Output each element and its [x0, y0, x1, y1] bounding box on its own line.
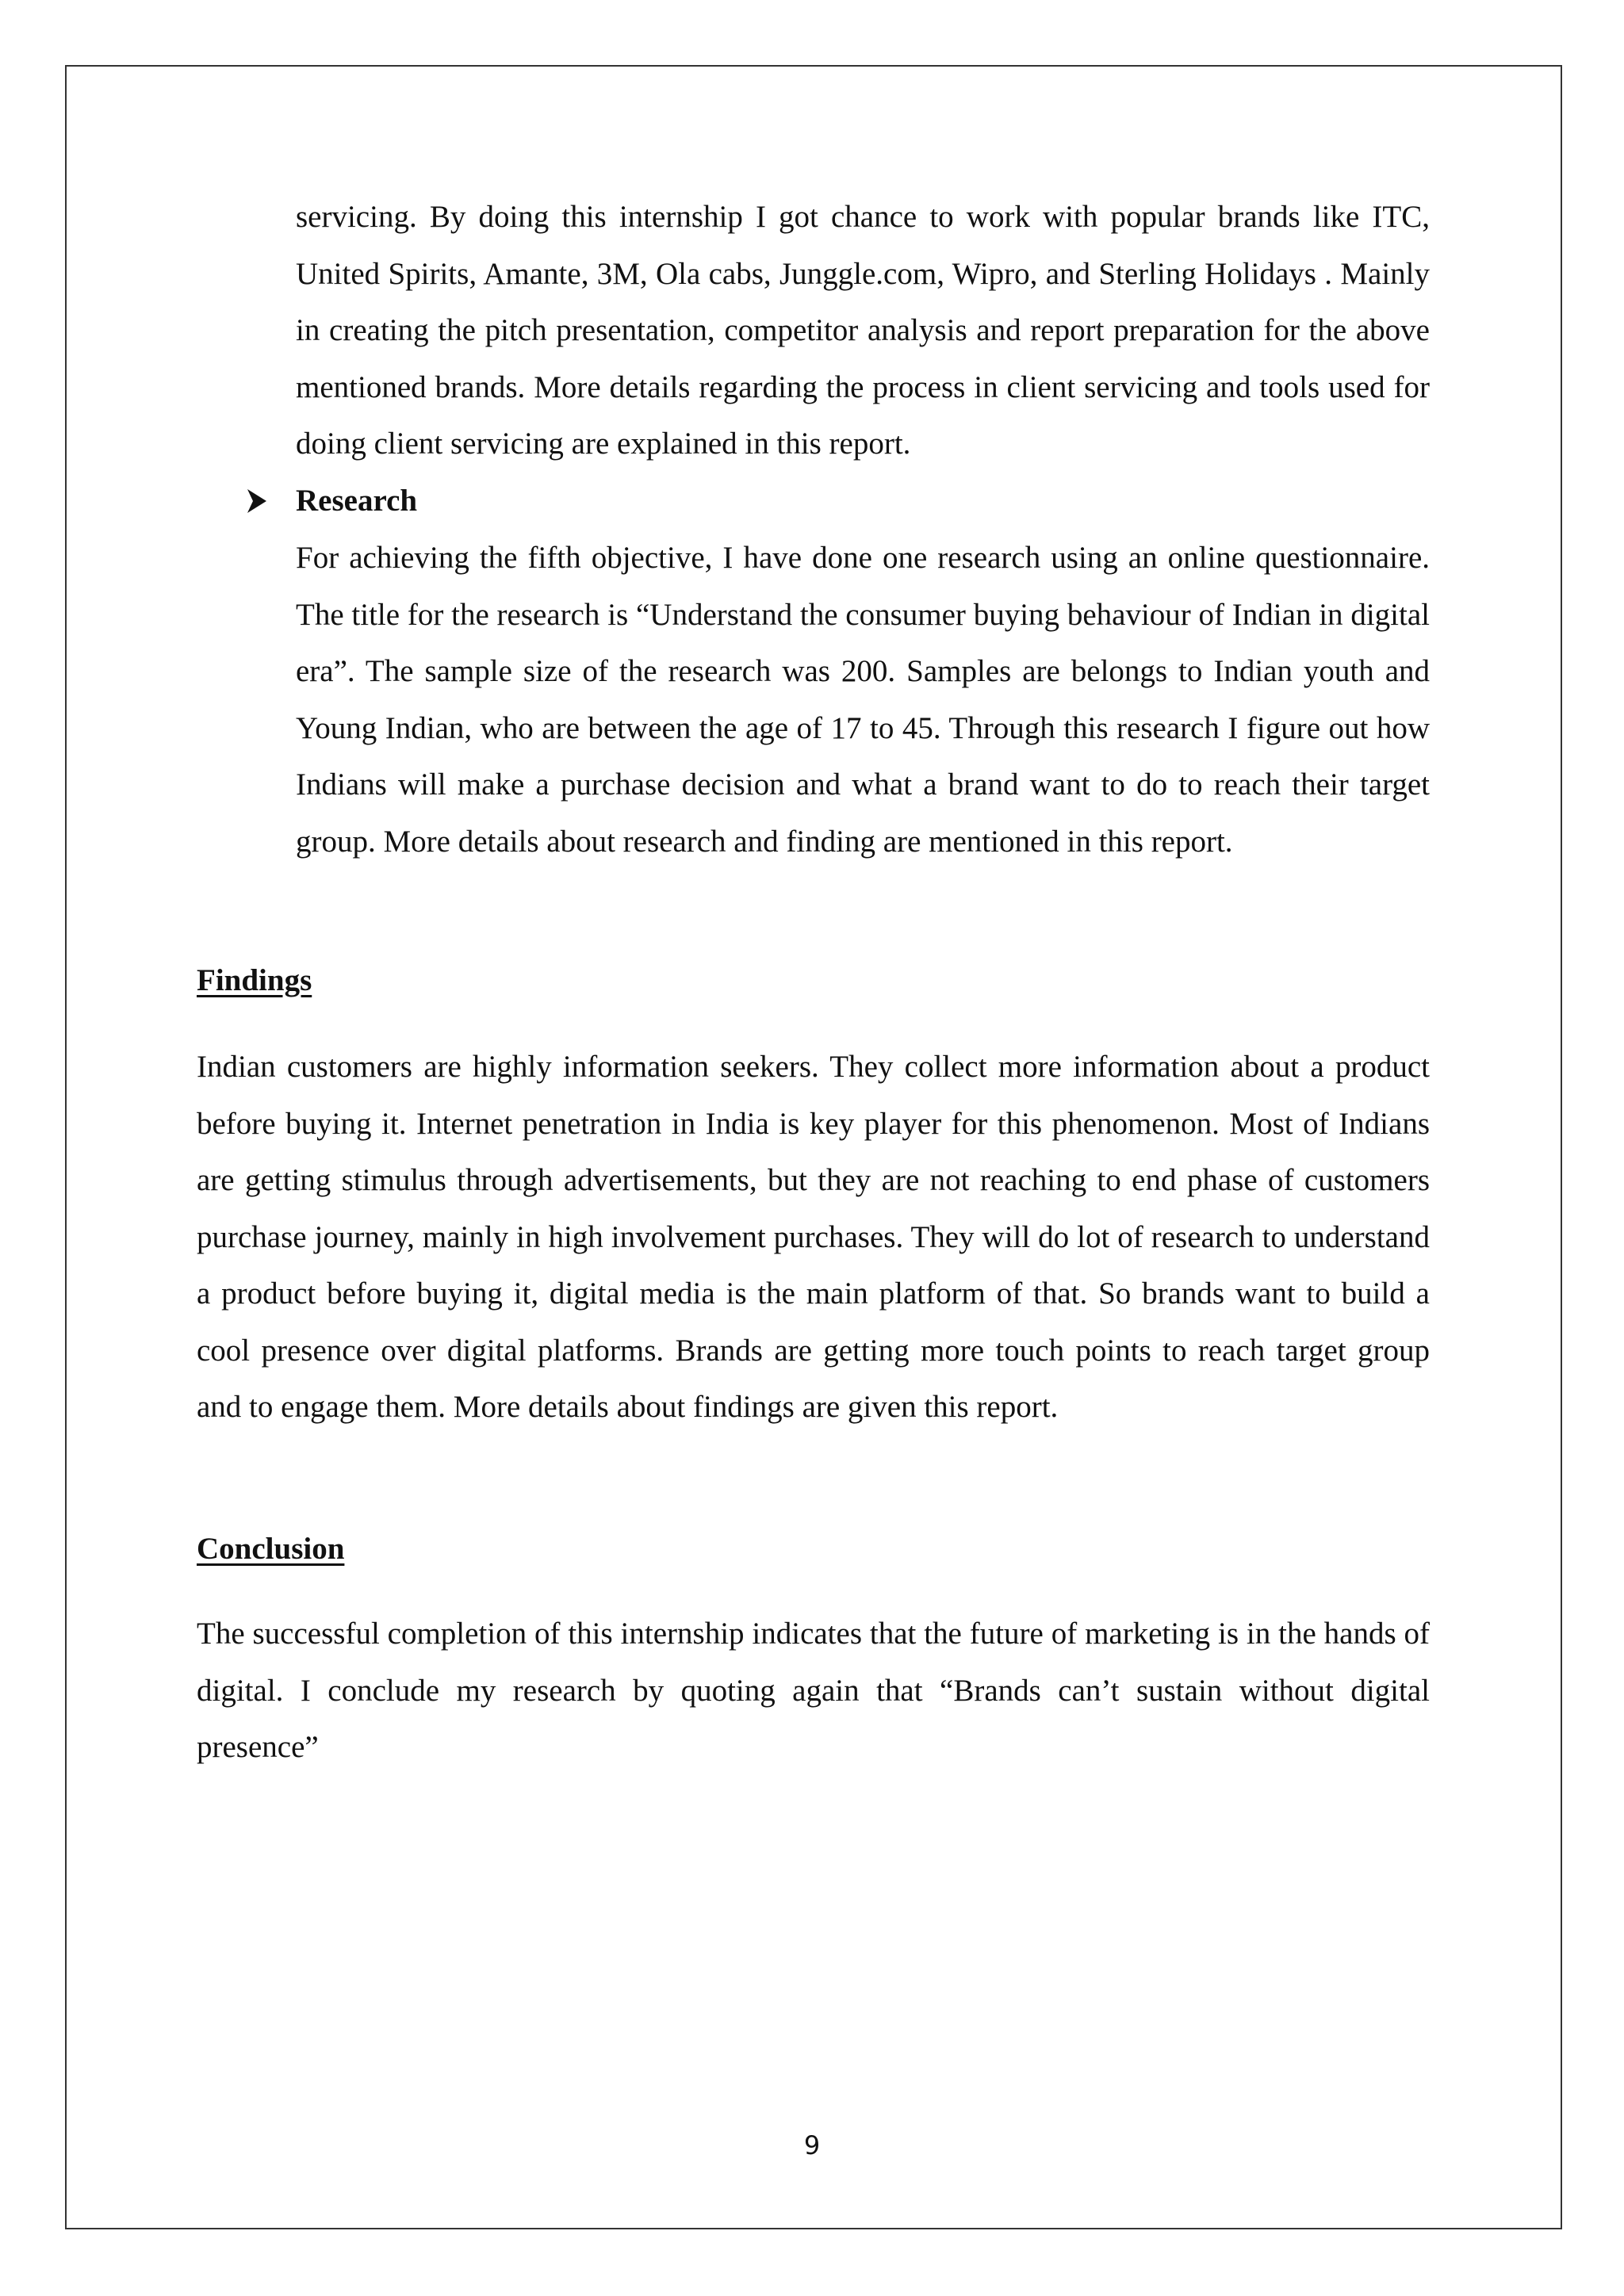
arrow-bullet-icon: [246, 488, 268, 515]
conclusion-heading: Conclusion: [197, 1532, 345, 1566]
page-number: 9: [803, 2130, 821, 2160]
research-bullet: [246, 473, 418, 530]
research-label: Research: [296, 484, 418, 518]
findings-heading: Findings: [197, 963, 312, 997]
servicing-paragraph: servicing. By doing this internship I got chance to work with popular brands like ITC, United Spirits, Amante, 3M, Ola cabs, Junggle.com, Wipro, and Sterling Holidays . Mainly in creating the pitch presentation, competitor analysis and report preparation for the above mentioned brands. More details regarding the process in client servicing and tools used for doing client servicing are explained in this report.: [296, 200, 1430, 461]
research-paragraph: For achieving the fifth objective, I have done one research using an online questionnaire. The title for the research is “Understand the consumer buying behaviour of Indian in digital era”. The sample size of the research was 200. Samples are belongs to Indian youth and Young Indian, who are between the age of 17 to 45. Through this research I figure out how Indians will make a purchase decision and what a brand want to do to reach their target group. More details about research and finding are mentioned in this report.: [296, 541, 1430, 859]
findings-paragraph: Indian customers are highly information seekers. They collect more information about a product before buying it. Internet penetration in India is key player for this phenomenon. Most of Indians are getting stimulus through advertisements, but they are not reaching to end phase of customers purchase journey, mainly in high involvement purchases. They will do lot of research to understand a product before buying it, digital media is the main platform of that. So brands want to build a cool presence over digital platforms. Brands are getting more touch points to reach target group and to engage them. More details about findings are given this report.: [197, 1050, 1430, 1424]
conclusion-paragraph: The successful completion of this internship indicates that the future of marketing is in the hands of digital. I conclude my research by quoting again that “Brands can’t sustain without digital presence”: [197, 1617, 1430, 1764]
